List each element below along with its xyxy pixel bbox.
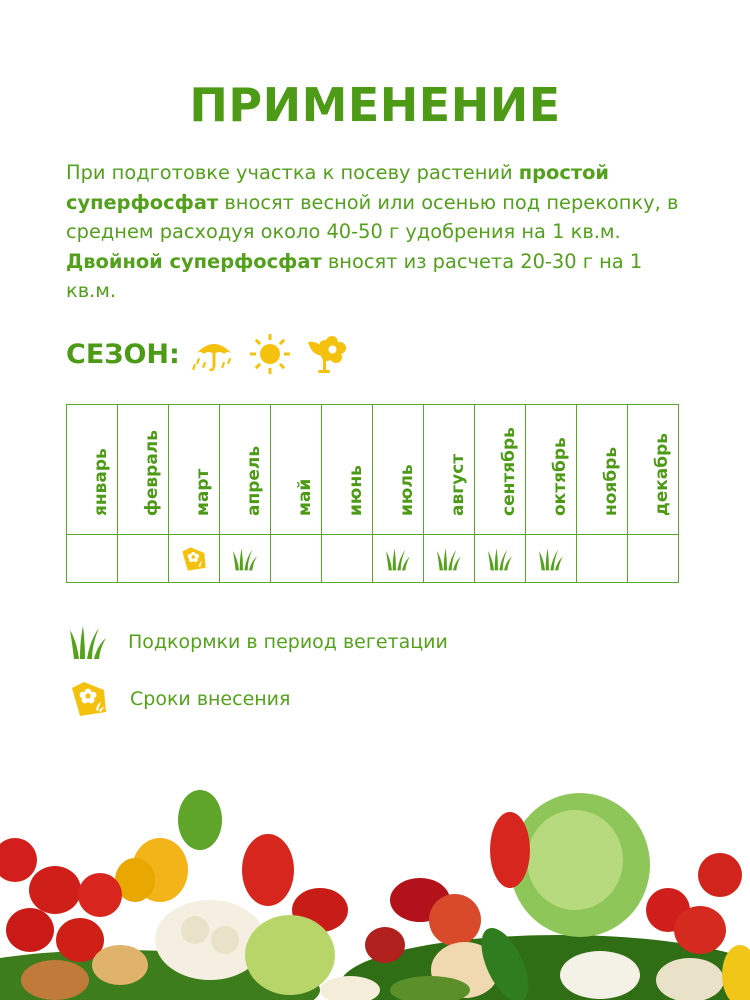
desc-bold-simple: простой суперфосфат [66, 161, 610, 214]
flower-leaf-icon [302, 332, 350, 376]
month-mark-cell [322, 535, 373, 583]
month-header-cell [577, 405, 628, 535]
legend-vegetation-text: Подкормки в период вегетации [128, 631, 448, 653]
month-mark-cell [475, 535, 526, 583]
grass-icon [70, 624, 106, 660]
month-mark-cell [577, 535, 628, 583]
desc-text-3: вносят из расчета 20-30 г на 1 кв.м. [66, 249, 643, 302]
season-row [66, 332, 358, 376]
flower-tag-icon [70, 680, 108, 718]
month-label: май [295, 478, 315, 516]
month-label: июль [397, 464, 417, 516]
grass-icon [385, 547, 411, 571]
month-mark-cell [220, 535, 271, 583]
month-label: февраль [142, 430, 162, 516]
grass-icon [232, 547, 258, 571]
month-label: январь [91, 448, 111, 516]
grass-icon [487, 547, 513, 571]
legend-application-text: Сроки внесения [130, 688, 291, 710]
month-mark-cell [271, 535, 322, 583]
month-mark-cell [526, 535, 577, 583]
month-header-cell [373, 405, 424, 535]
grass-icon [436, 547, 462, 571]
month-mark-cell [118, 535, 169, 583]
month-mark-cell [628, 535, 679, 583]
month-mark-cell [169, 535, 220, 583]
month-mark-cell [373, 535, 424, 583]
month-header-cell [526, 405, 577, 535]
month-label: ноябрь [601, 446, 621, 516]
month-label: март [193, 468, 213, 516]
month-header-cell [628, 405, 679, 535]
legend-application [70, 680, 290, 718]
month-label: сентябрь [499, 427, 519, 516]
month-mark-cell [424, 535, 475, 583]
flower-tag-icon [181, 546, 207, 572]
month-label: август [448, 453, 468, 516]
month-mark-cell [67, 535, 118, 583]
sun-icon [246, 332, 294, 376]
grass-icon [538, 547, 564, 571]
application-description [66, 158, 696, 306]
desc-bold-double: Двойной суперфосфат [66, 249, 322, 273]
vegetables-banner-image [0, 790, 750, 1000]
season-label: СЕЗОН: [66, 338, 180, 370]
season-calendar [66, 404, 679, 583]
month-header-cell [424, 405, 475, 535]
month-header-cell [271, 405, 322, 535]
month-label: июнь [346, 465, 366, 516]
month-header-cell [67, 405, 118, 535]
desc-text-1: При подготовке участка к посеву растений [66, 161, 519, 184]
month-label: декабрь [652, 432, 672, 516]
month-header-cell [322, 405, 373, 535]
month-header-cell [220, 405, 271, 535]
page-title: ПРИМЕНЕНИЕ [189, 78, 561, 132]
legend-vegetation [70, 624, 448, 660]
umbrella-rain-icon [190, 332, 238, 376]
month-header-cell [169, 405, 220, 535]
month-label: апрель [244, 445, 264, 516]
month-header-cell [475, 405, 526, 535]
month-header-cell [118, 405, 169, 535]
month-label: октябрь [550, 437, 570, 516]
desc-text-2: вносят весной или осенью под перекопку, в среднем расходуя около 40-50 г удобрения на 1 кв.м. [66, 190, 679, 243]
